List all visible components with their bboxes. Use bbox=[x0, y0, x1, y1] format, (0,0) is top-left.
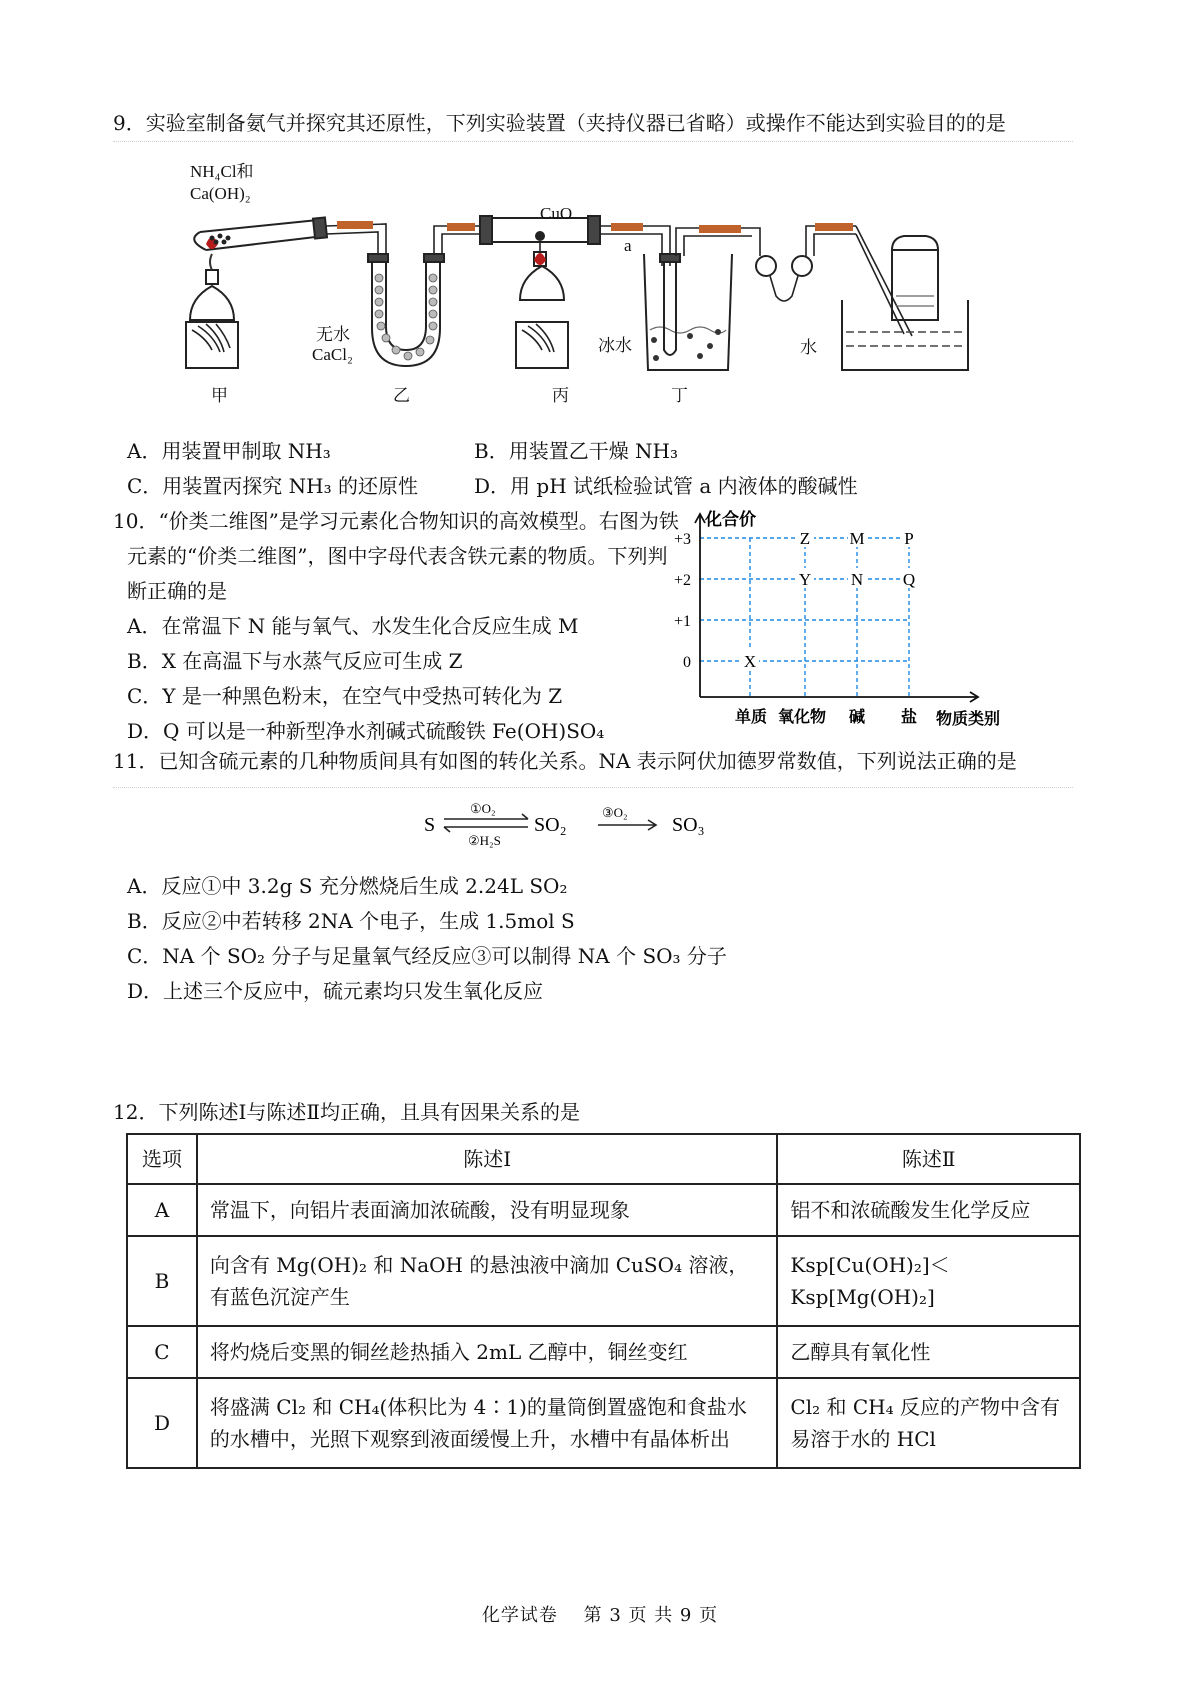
header-option: 选项 bbox=[127, 1134, 197, 1184]
q9-option-c: C．用装置丙探究 NH₃ 的还原性 bbox=[127, 474, 418, 498]
apparatus-jia-label: 甲 bbox=[211, 386, 228, 406]
y-tick-label: 0 bbox=[683, 654, 691, 671]
dotted-divider bbox=[113, 141, 1073, 142]
row-option: A bbox=[127, 1184, 197, 1236]
apparatus-yi-label: 乙 bbox=[393, 386, 410, 406]
cacl2-label-line1: 无水 bbox=[316, 325, 350, 345]
q9-option-d: D．用 pH 试纸检验试管 a 内液体的酸碱性 bbox=[474, 474, 858, 498]
table-header-row bbox=[127, 1134, 1080, 1184]
y-tick-label: +3 bbox=[673, 531, 691, 548]
reagent-label-line2: Ca(OH)₂ bbox=[190, 184, 251, 203]
point-p: P bbox=[904, 529, 914, 548]
row-statement-2: 乙醇具有氧化性 bbox=[777, 1326, 1080, 1378]
q11-option-a: A．反应①中 3.2g S 充分燃烧后生成 2.24L SO₂ bbox=[127, 874, 568, 898]
q10-option-d: D．Q 可以是一种新型净水剂碱式硫酸铁 Fe(OH)SO₄ bbox=[127, 719, 605, 743]
table-row bbox=[127, 1236, 1080, 1326]
point-x: X bbox=[743, 652, 757, 671]
point-y: Y bbox=[798, 570, 812, 589]
category-label: 碱 bbox=[848, 707, 866, 726]
header-statement-2: 陈述Ⅱ bbox=[777, 1134, 1080, 1184]
page-footer: 化学试卷 第 3 页 共 9 页 bbox=[481, 1605, 719, 1626]
scheme-so3: SO₃ bbox=[672, 814, 705, 836]
header-statement-1: 陈述Ⅰ bbox=[197, 1134, 778, 1184]
table-row bbox=[127, 1378, 1080, 1468]
q11-option-d: D．上述三个反应中，硫元素均只发生氧化反应 bbox=[127, 979, 544, 1003]
row-statement-1: 将灼烧后变黑的铜丝趁热插入 2mL 乙醇中，铜丝变红 bbox=[197, 1326, 778, 1378]
q10-option-a: A．在常温下 N 能与氧气、水发生化合反应生成 M bbox=[127, 614, 579, 638]
water-label: 水 bbox=[800, 338, 817, 358]
category-label: 氧化物 bbox=[777, 707, 827, 726]
point-m: M bbox=[849, 529, 865, 548]
cuo-label: CuO bbox=[540, 204, 573, 223]
y-tick-label: +1 bbox=[673, 613, 691, 630]
ice-water-label: 冰水 bbox=[598, 336, 632, 356]
sulfur-conversion-scheme bbox=[410, 795, 720, 855]
x-axis-label: 物质类别 bbox=[935, 709, 1001, 728]
row-statement-2: 铝不和浓硫酸发生化学反应 bbox=[777, 1184, 1080, 1236]
scheme-s: S bbox=[424, 814, 436, 836]
q11-option-c: C．NA 个 SO₂ 分子与足量氧气经反应③可以制得 NA 个 SO₃ 分子 bbox=[127, 944, 727, 968]
statement-table bbox=[126, 1133, 1081, 1469]
scheme-so2: SO₂ bbox=[534, 814, 567, 836]
valence-class-chart bbox=[665, 505, 1025, 740]
q10-option-c: C．Y 是一种黑色粉末，在空气中受热可转化为 Z bbox=[127, 684, 563, 708]
row-option: C bbox=[127, 1326, 197, 1378]
point-q: Q bbox=[902, 570, 916, 589]
category-label: 单质 bbox=[734, 707, 768, 726]
question-10-stem-line3: 断正确的是 bbox=[127, 579, 227, 603]
alcohol-lamp-bing bbox=[520, 266, 564, 300]
row-statement-2: Ksp[Cu(OH)₂]＜Ksp[Mg(OH)₂] bbox=[777, 1236, 1080, 1326]
row-statement-1: 将盛满 Cl₂ 和 CH₄(体积比为 4∶1)的量筒倒置盛饱和食盐水的水槽中，光照下观察到液面缓慢上升，水槽中有晶体析出 bbox=[197, 1378, 778, 1468]
q10-option-b: B．X 在高温下与水蒸气反应可生成 Z bbox=[127, 649, 463, 673]
scheme-r2: ②H₂S bbox=[468, 833, 501, 848]
alcohol-lamp-jia bbox=[190, 286, 234, 320]
point-z: Z bbox=[799, 529, 811, 548]
q9-option-b: B．用装置乙干燥 NH₃ bbox=[474, 439, 679, 463]
cacl2-label-line2: CaCl₂ bbox=[312, 345, 353, 364]
dotted-divider bbox=[113, 787, 1073, 788]
question-11-stem: 11．已知含硫元素的几种物质间具有如图的转化关系。NA 表示阿伏加德罗常数值，下列说法正确的是 bbox=[113, 749, 1017, 773]
table-row bbox=[127, 1184, 1080, 1236]
question-10-stem-line2: 元素的“价类二维图”，图中字母代表含铁元素的物质。下列判 bbox=[127, 544, 668, 568]
scheme-r1: ①O₂ bbox=[470, 801, 496, 816]
apparatus-bing-label: 丙 bbox=[552, 386, 569, 406]
row-statement-2: Cl₂ 和 CH₄ 反应的产物中含有易溶于水的 HCl bbox=[777, 1378, 1080, 1468]
tube-a-label: a bbox=[624, 236, 632, 255]
apparatus-ding-label: 丁 bbox=[671, 386, 688, 406]
y-axis-label: 化合价 bbox=[705, 510, 756, 530]
y-tick-label: +2 bbox=[673, 572, 691, 589]
table-row bbox=[127, 1326, 1080, 1378]
q11-option-b: B．反应②中若转移 2NA 个电子，生成 1.5mol S bbox=[127, 909, 575, 933]
row-statement-1: 向含有 Mg(OH)₂ 和 NaOH 的悬浊液中滴加 CuSO₄ 溶液，有蓝色沉淀产生 bbox=[197, 1236, 778, 1326]
row-option: D bbox=[127, 1378, 197, 1468]
question-12-stem: 12．下列陈述Ⅰ与陈述Ⅱ均正确，且具有因果关系的是 bbox=[113, 1100, 580, 1124]
scheme-r3: ③O₂ bbox=[602, 805, 628, 820]
category-label: 盐 bbox=[900, 707, 918, 726]
apparatus-diagram bbox=[180, 160, 970, 420]
question-10-stem-line1: 10．“价类二维图”是学习元素化合物知识的高效模型。右图为铁 bbox=[113, 509, 679, 533]
row-option: B bbox=[127, 1236, 197, 1326]
question-9-stem: 9．实验室制备氨气并探究其还原性，下列实验装置（夹持仪器已省略）或操作不能达到实验目的的是 bbox=[113, 111, 1006, 135]
q9-option-a: A．用装置甲制取 NH₃ bbox=[127, 439, 331, 463]
row-statement-1: 常温下，向铝片表面滴加浓硫酸，没有明显现象 bbox=[197, 1184, 778, 1236]
reagent-label-line1: NH₄Cl和 bbox=[190, 162, 254, 181]
point-n: N bbox=[850, 570, 864, 589]
